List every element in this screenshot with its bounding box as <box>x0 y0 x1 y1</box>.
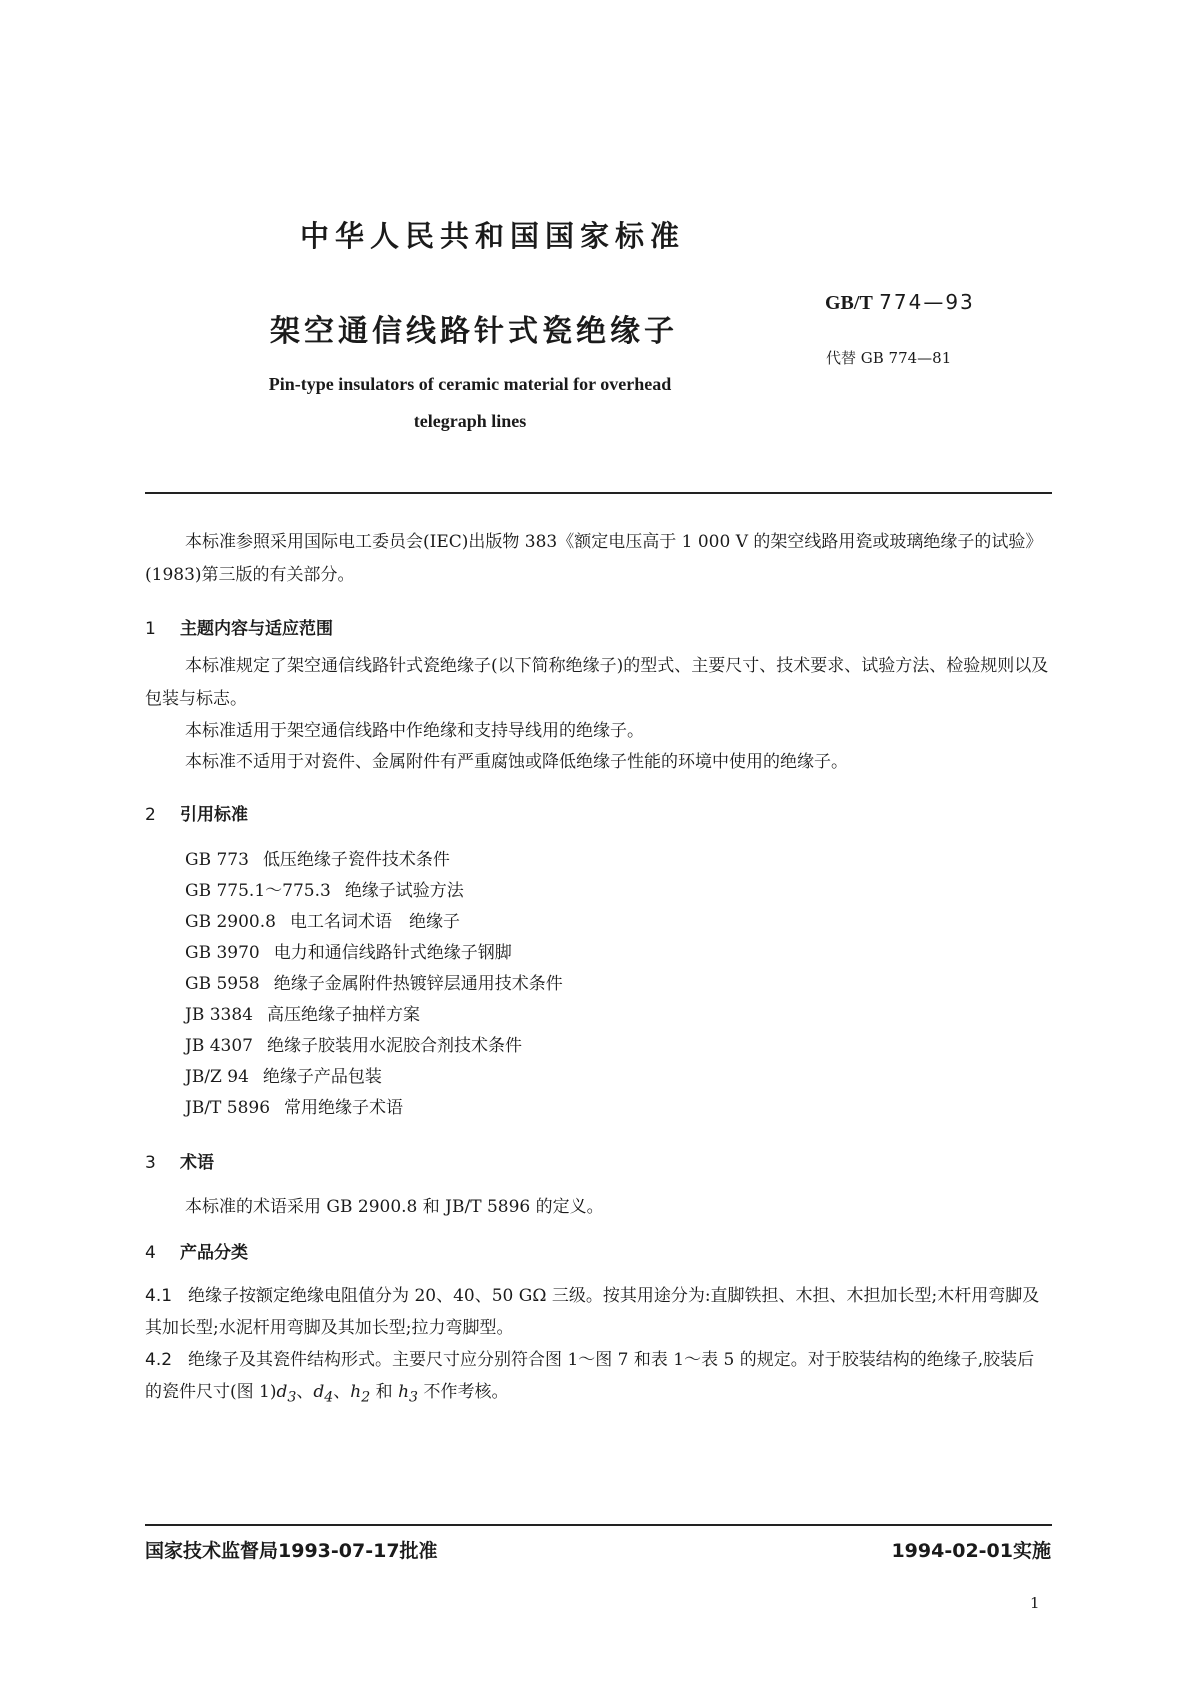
clause-4-1-text: 绝缘子按额定绝缘电阻值分为 20、40、50 GΩ 三级。按其用途分为:直脚铁担、木担、木担加长型;木杆用弯脚及其加长型;水泥杆用弯脚及其加长型;拉力弯脚型。 <box>145 1286 1040 1338</box>
section-1-heading <box>145 614 333 639</box>
reference-item <box>185 1093 403 1118</box>
symbol-h3: $h_3$ <box>398 1382 419 1406</box>
reference-title: 绝缘子产品包装 <box>262 1067 382 1087</box>
reference-code: GB 3970 <box>185 943 260 963</box>
reference-item <box>185 1062 382 1087</box>
section-3-title: 术语 <box>180 1153 214 1173</box>
section-1-paragraph-1: 本标准规定了架空通信线路针式瓷绝缘子(以下简称绝缘子)的型式、主要尺寸、技术要求、试验方法、检验规则以及包装与标志。 <box>145 656 1049 709</box>
reference-title: 电力和通信线路针式绝缘子钢脚 <box>273 943 512 963</box>
reference-code: GB 5958 <box>185 974 260 994</box>
reference-item <box>185 1000 420 1025</box>
symbol-d3: $d_3$ <box>276 1382 297 1406</box>
section-3-number: 3 <box>145 1153 156 1173</box>
section-4-title: 产品分类 <box>180 1243 248 1263</box>
clause-4-1-number: 4.1 <box>145 1286 173 1306</box>
reference-title: 常用绝缘子术语 <box>284 1098 404 1118</box>
separator: 、 <box>296 1382 314 1402</box>
reference-code: JB/Z 94 <box>185 1067 249 1087</box>
national-standard-heading: 中华人民共和国国家标准 <box>300 219 686 253</box>
section-1-title: 主题内容与适应范围 <box>180 619 333 639</box>
section-1-paragraph-3: 本标准不适用于对瓷件、金属附件有严重腐蚀或降低绝缘子性能的环境中使用的绝缘子。 <box>185 752 848 772</box>
title-en-line-2: telegraph lines <box>413 411 527 431</box>
header-divider <box>145 492 1052 494</box>
symbol-d4: $d_4$ <box>313 1382 334 1406</box>
footer-divider <box>145 1524 1052 1526</box>
approval-note: 国家技术监督局1993-07-17批准 <box>145 1540 438 1562</box>
section-3-paragraph: 本标准的术语采用 GB 2900.8 和 JB/T 5896 的定义。 <box>185 1197 604 1217</box>
reference-item <box>185 845 450 870</box>
standard-number <box>825 290 975 315</box>
reference-title: 电工名词术语 绝缘子 <box>289 912 460 932</box>
clause-4-2-number: 4.2 <box>145 1350 173 1370</box>
conjunction: 和 <box>370 1382 399 1402</box>
document-title-en <box>0 366 940 440</box>
reference-item <box>185 1031 522 1056</box>
reference-code: JB/T 5896 <box>185 1098 271 1118</box>
document-title-cn: 架空通信线路针式瓷绝缘子 <box>270 314 678 349</box>
section-2-heading <box>145 800 248 825</box>
reference-code: GB 773 <box>185 850 249 870</box>
clause-4-2-tail: 不作考核。 <box>418 1382 509 1402</box>
clause-4-1 <box>145 1280 1050 1344</box>
section-1-paragraph-2: 本标准适用于架空通信线路中作绝缘和支持导线用的绝缘子。 <box>185 721 644 741</box>
reference-item <box>185 969 563 994</box>
reference-title: 绝缘子试验方法 <box>344 881 464 901</box>
reference-item <box>185 907 460 932</box>
section-1-number: 1 <box>145 619 156 639</box>
reference-item <box>185 938 512 963</box>
clause-4-2-text: 绝缘子及其瓷件结构形式。主要尺寸应分别符合图 1～图 7 和表 1～表 5 的规定。对于胶装结构的绝缘子,胶装后的瓷件尺寸(图 1) <box>145 1350 1035 1402</box>
reference-code: JB 4307 <box>185 1036 253 1056</box>
reference-title: 绝缘子金属附件热镀锌层通用技术条件 <box>273 974 563 994</box>
reference-code: GB 2900.8 <box>185 912 276 932</box>
reference-title: 低压绝缘子瓷件技术条件 <box>262 850 450 870</box>
separator: 、 <box>333 1382 351 1402</box>
clause-4-2 <box>145 1344 1050 1413</box>
section-2-number: 2 <box>145 805 156 825</box>
reference-title: 高压绝缘子抽样方案 <box>266 1005 420 1025</box>
replaces-note: 代替 GB 774—81 <box>826 349 952 367</box>
symbol-h2: $h_2$ <box>350 1382 371 1406</box>
title-en-line-1: Pin-type insulators of ceramic material for overhead <box>268 374 672 394</box>
reference-title: 绝缘子胶装用水泥胶合剂技术条件 <box>266 1036 522 1056</box>
standard-code: 774—93 <box>879 290 975 314</box>
reference-item <box>185 876 464 901</box>
intro-paragraph: 本标准参照采用国际电工委员会(IEC)出版物 383《额定电压高于 1 000 V 的架空线路用瓷或玻璃绝缘子的试验》(1983)第三版的有关部分。 <box>145 532 1043 585</box>
section-3-heading <box>145 1148 214 1173</box>
effective-date: 1994-02-01实施 <box>891 1540 1051 1562</box>
section-2-title: 引用标准 <box>180 805 248 825</box>
section-4-heading <box>145 1238 248 1263</box>
page-number: 1 <box>1030 1594 1040 1612</box>
reference-code: GB 775.1～775.3 <box>185 881 331 901</box>
reference-code: JB 3384 <box>185 1005 253 1025</box>
section-4-number: 4 <box>145 1243 156 1263</box>
standard-prefix: GB/T <box>825 292 873 314</box>
